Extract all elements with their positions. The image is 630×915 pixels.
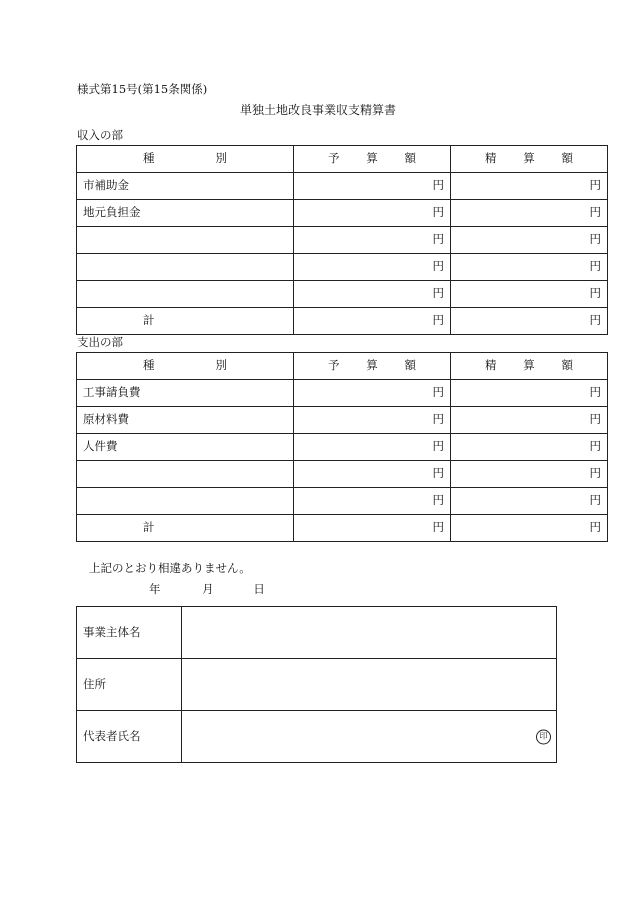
item-name[interactable] [77, 227, 294, 254]
budget-total-cell[interactable]: 円 [294, 515, 451, 542]
date-year[interactable]: 年 [149, 582, 161, 596]
budget-amount-cell[interactable]: 円 [294, 281, 451, 308]
item-name[interactable] [77, 461, 294, 488]
settlement-amount-cell[interactable]: 円 [451, 227, 608, 254]
settlement-amount-cell[interactable]: 円 [451, 281, 608, 308]
entity-name-field[interactable] [182, 607, 557, 659]
budget-header: 予 算 額 [294, 146, 451, 173]
table-row [77, 380, 608, 407]
item-name[interactable] [77, 281, 294, 308]
date-day[interactable]: 日 [253, 582, 265, 596]
applicant-info-table [76, 606, 557, 763]
settlement-amount-cell[interactable]: 円 [451, 461, 608, 488]
settlement-total-cell[interactable]: 円 [451, 515, 608, 542]
total-label: 計 [77, 308, 294, 335]
budget-amount-cell[interactable]: 円 [294, 227, 451, 254]
budget-amount-cell[interactable]: 円 [294, 200, 451, 227]
date-line [149, 584, 265, 596]
table-row [77, 407, 608, 434]
representative-name-label: 代表者氏名 [77, 711, 182, 763]
table-row [77, 227, 608, 254]
budget-amount-cell[interactable]: 円 [294, 461, 451, 488]
table-row [77, 281, 608, 308]
entity-name-label: 事業主体名 [77, 607, 182, 659]
table-row [77, 254, 608, 281]
budget-amount-cell[interactable]: 円 [294, 407, 451, 434]
income-section-label: 収入の部 [77, 128, 123, 142]
declaration-text: 上記のとおり相違ありません。 [89, 561, 251, 575]
budget-total-cell[interactable]: 円 [294, 308, 451, 335]
table-header-row [77, 146, 608, 173]
item-name: 人件費 [77, 434, 294, 461]
date-month[interactable]: 月 [202, 582, 214, 596]
type-header: 種 別 [77, 146, 294, 173]
entity-row [77, 607, 557, 659]
address-field[interactable] [182, 659, 557, 711]
expense-table [76, 352, 608, 542]
table-row [77, 461, 608, 488]
settlement-header: 精 算 額 [451, 146, 608, 173]
table-row [77, 200, 608, 227]
budget-amount-cell[interactable]: 円 [294, 434, 451, 461]
item-name[interactable] [77, 488, 294, 515]
total-label: 計 [77, 515, 294, 542]
type-header: 種 別 [77, 353, 294, 380]
total-row [77, 308, 608, 335]
address-label: 住所 [77, 659, 182, 711]
settlement-amount-cell[interactable]: 円 [451, 380, 608, 407]
settlement-amount-cell[interactable]: 円 [451, 200, 608, 227]
settlement-amount-cell[interactable]: 円 [451, 407, 608, 434]
budget-amount-cell[interactable]: 円 [294, 254, 451, 281]
budget-amount-cell[interactable]: 円 [294, 488, 451, 515]
table-row [77, 173, 608, 200]
representative-name-field[interactable] [182, 711, 557, 763]
document-title: 単独土地改良事業収支精算書 [240, 103, 397, 117]
seal-mark-icon: 印 [536, 729, 551, 744]
budget-amount-cell[interactable]: 円 [294, 173, 451, 200]
budget-amount-cell[interactable]: 円 [294, 380, 451, 407]
item-name: 原材料費 [77, 407, 294, 434]
table-row [77, 488, 608, 515]
settlement-amount-cell[interactable]: 円 [451, 434, 608, 461]
settlement-amount-cell[interactable]: 円 [451, 173, 608, 200]
address-row [77, 659, 557, 711]
settlement-amount-cell[interactable]: 円 [451, 488, 608, 515]
form-number: 様式第15号(第15条関係) [77, 82, 208, 96]
expense-section-label: 支出の部 [77, 335, 123, 349]
settlement-total-cell[interactable]: 円 [451, 308, 608, 335]
item-name: 工事請負費 [77, 380, 294, 407]
item-name: 地元負担金 [77, 200, 294, 227]
table-header-row [77, 353, 608, 380]
item-name: 市補助金 [77, 173, 294, 200]
table-row [77, 434, 608, 461]
settlement-header: 精 算 額 [451, 353, 608, 380]
income-table [76, 145, 608, 335]
budget-header: 予 算 額 [294, 353, 451, 380]
total-row [77, 515, 608, 542]
item-name[interactable] [77, 254, 294, 281]
representative-row [77, 711, 557, 763]
settlement-amount-cell[interactable]: 円 [451, 254, 608, 281]
